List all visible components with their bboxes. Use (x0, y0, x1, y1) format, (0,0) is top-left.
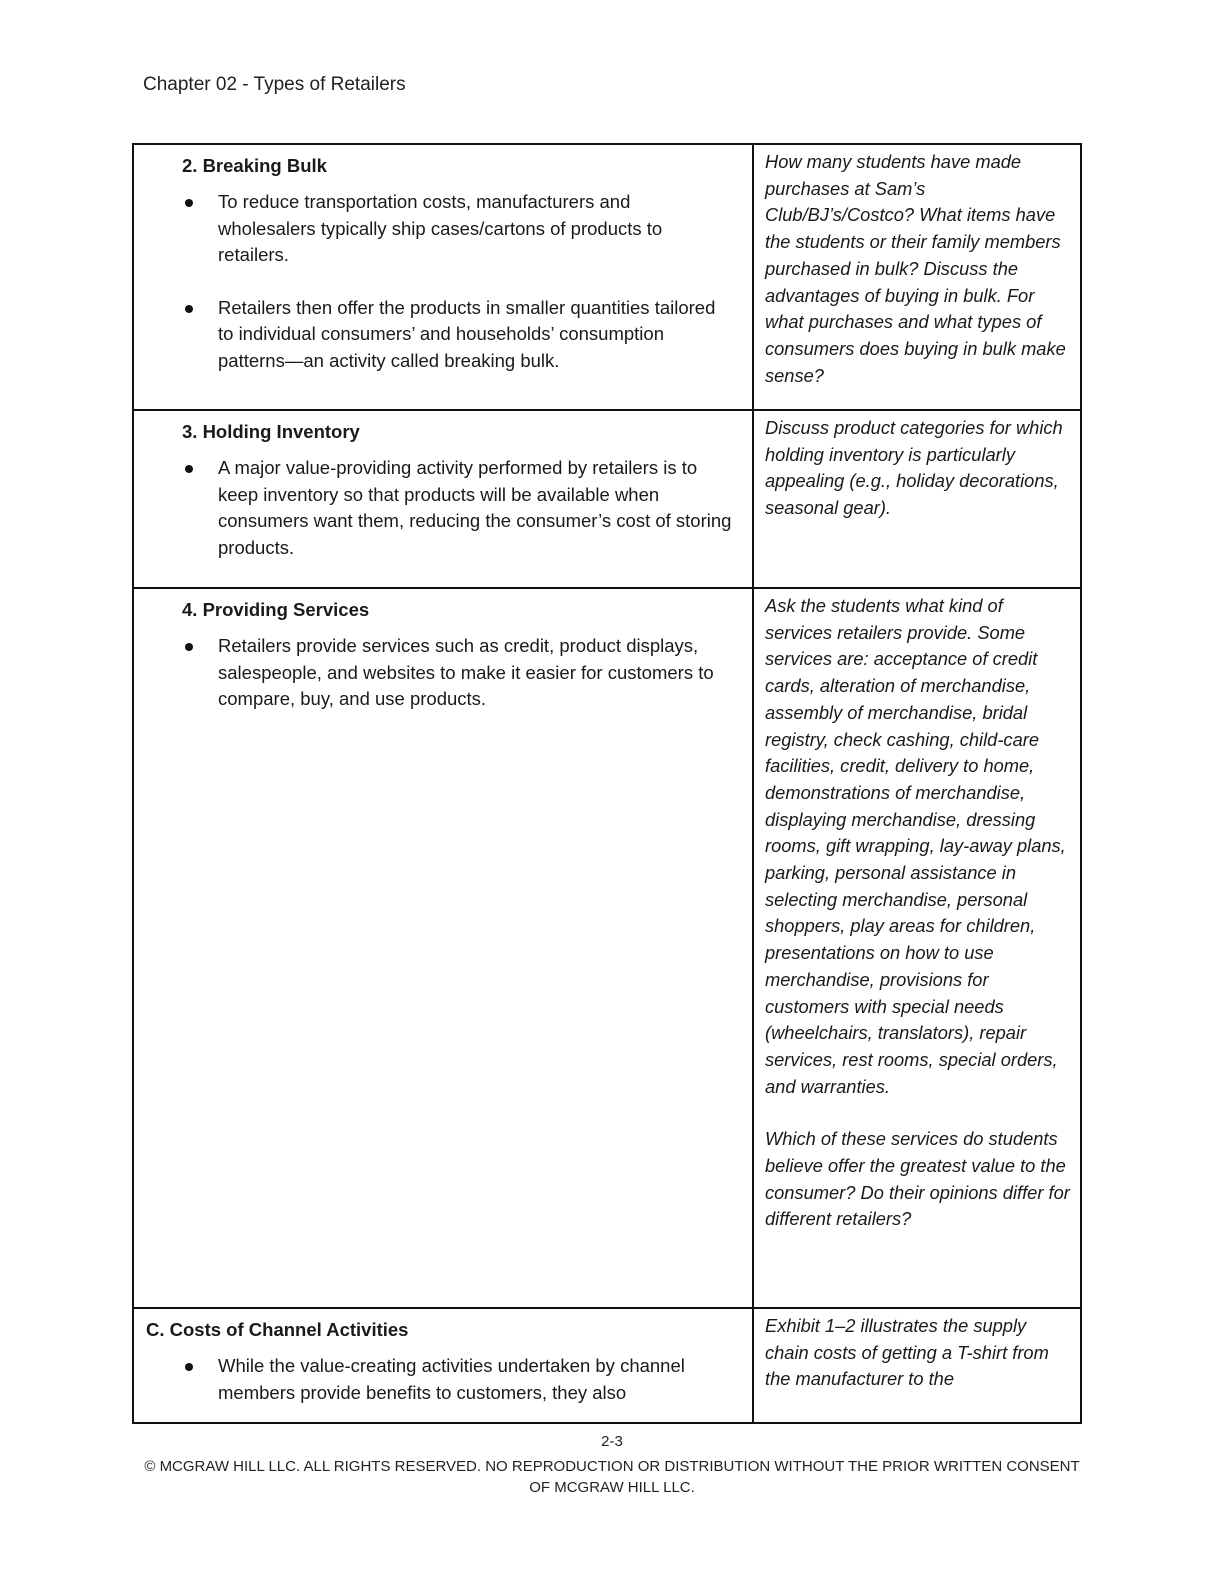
bullet-icon (185, 643, 193, 651)
copyright-notice: © MCGRAW HILL LLC. ALL RIGHTS RESERVED. NO REPRODUCTION OR DISTRIBUTION WITHOUT THE PRIOR WRITTEN CONSENT OF MCGRAW HILL LLC. (144, 1458, 1080, 1496)
list-item: While the value-creating activities undertaken by channel members provide benefits to customers, they also (146, 1353, 738, 1406)
bullet-list (148, 633, 738, 713)
page-number: 2-3 (601, 1433, 623, 1450)
teaching-tip-cell (753, 410, 1081, 588)
bullet-icon (185, 465, 193, 473)
teaching-tip-text: Discuss product categories for which holding inventory is particularly appealing (e.g., holiday decorations, seasonal gear). (765, 417, 1063, 519)
table-row (133, 410, 1081, 588)
list-item: To reduce transportation costs, manufacturers and wholesalers typically ship cases/cartons of products to retailers. (148, 189, 738, 269)
list-item: Retailers then offer the products in smaller quantities tailored to individual consumers’ and households’ consumption patterns—an activity called breaking bulk. (148, 295, 738, 375)
teaching-tip-text: Which of these services do students believe offer the greatest value to the consumer? Do their opinions differ for different retailers? (765, 1128, 1070, 1230)
outline-cell (133, 410, 753, 588)
bullet-icon (185, 1363, 193, 1371)
outline-cell (133, 1308, 753, 1423)
bullet-icon (185, 305, 193, 313)
section-heading: 2. Breaking Bulk (182, 155, 327, 176)
teaching-tip-text: Exhibit 1–2 illustrates the supply chain costs of getting a T-shirt from the manufacturer to the (765, 1315, 1049, 1390)
teaching-tip-cell (753, 144, 1081, 410)
table-row (133, 588, 1081, 1308)
lecture-notes-table (132, 143, 1082, 1424)
list-item: Retailers provide services such as credit, product displays, salespeople, and websites to make it easier for customers to compare, buy, and use products. (148, 633, 738, 713)
teaching-tip-cell (753, 1308, 1081, 1423)
section-heading: C. Costs of Channel Activities (146, 1319, 409, 1340)
table-row (133, 144, 1081, 410)
bullet-icon (185, 199, 193, 207)
outline-cell (133, 588, 753, 1308)
bullet-list (148, 189, 738, 374)
teaching-tip-text: Ask the students what kind of services retailers provide. Some services are: acceptance of credit cards, alteration of merchandise, assembly of merchandise, bridal registry, check cashing, child-care facilities, credit, delivery to home, demonstrations of merchandise, displaying merchandise, dressing rooms, gift wrapping, lay-away plans, parking, personal assistance in selecting merchandise, personal shoppers, play areas for children, presentations on how to use merchandise, provisions for customers with special needs (wheelchairs, translators), repair services, rest rooms, special orders, and warranties. (765, 595, 1066, 1097)
bullet-list (148, 455, 738, 561)
teaching-tip-cell (753, 588, 1081, 1308)
outline-cell (133, 144, 753, 410)
table-row (133, 1308, 1081, 1423)
teaching-tip-text: How many students have made purchases at Sam’s Club/BJ’s/Costco? What items have the students or their family members purchased in bulk? Discuss the advantages of buying in bulk. For what purchases and what types of consumers does buying in bulk make sense? (765, 151, 1066, 386)
page-header-title: Chapter 02 - Types of Retailers (143, 74, 406, 95)
section-heading: 4. Providing Services (182, 599, 370, 620)
list-item: A major value-providing activity performed by retailers is to keep inventory so that products will be available when consumers want them, reducing the consumer’s cost of storing products. (148, 455, 738, 561)
section-heading: 3. Holding Inventory (182, 421, 360, 442)
bullet-list (146, 1353, 738, 1406)
